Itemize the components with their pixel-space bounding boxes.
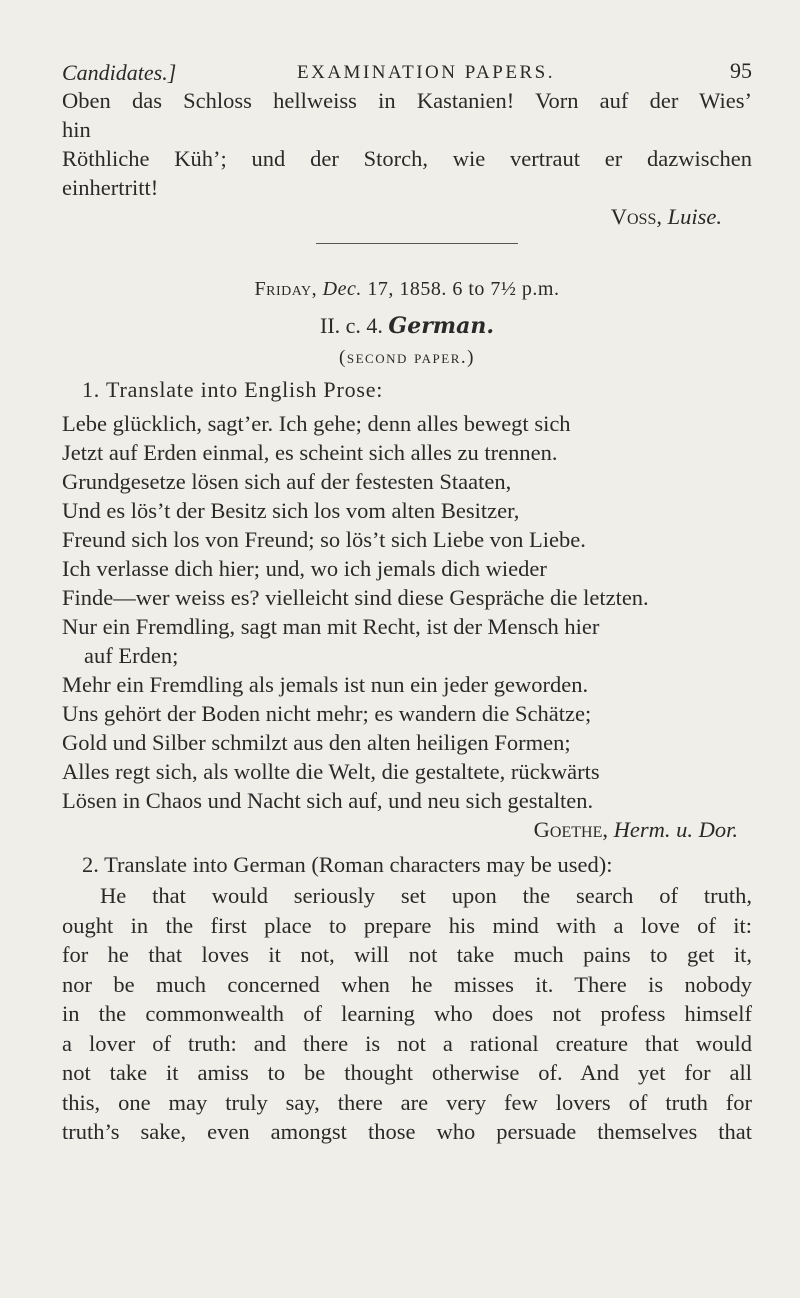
prose-line: truth’s sake, even amongst those who persuade themselves that xyxy=(62,1119,752,1144)
poem-line: Mehr ein Fremdling als jemals ist nun ein jeder geworden. xyxy=(62,672,589,697)
quote-line: hin xyxy=(62,117,91,142)
attribution-work: Herm. u. Dor. xyxy=(613,817,738,842)
poem-line: Uns gehört der Boden nicht mehr; es wandern die Schätze; xyxy=(62,701,592,726)
question-2-passage xyxy=(62,881,752,1147)
poem-line: Alles regt sich, als wollte die Welt, die gestaltete, rückwärts xyxy=(62,759,600,784)
prose-line: He that would seriously set upon the search of truth, xyxy=(100,883,752,908)
section-title: Candidates.] xyxy=(62,60,177,85)
prose-line: in the commonwealth of learning who does not profess himself xyxy=(62,1001,752,1026)
prose-line: ought in the first place to prepare his mind with a love of it: xyxy=(62,912,752,938)
header-title: EXAMINATION PAPERS. xyxy=(297,62,555,83)
paper-label: (second paper.) xyxy=(339,347,475,368)
attribution-author: Voss, xyxy=(610,204,662,229)
prose-line: a lover of truth: and there is not a rational creature that would xyxy=(62,1030,752,1056)
page-number: 95 xyxy=(730,58,752,83)
quote-line: Röthliche Küh’; und der Storch, wie vertraut er dazwischen xyxy=(62,146,752,171)
poem-line: Finde—wer weiss es? vielleicht sind diese Gespräche die letzten. xyxy=(62,585,649,610)
poem-line: Jetzt auf Erden einmal, es scheint sich alles zu trennen. xyxy=(62,440,558,465)
poem-line: Freund sich los von Freund; so lös’t sich Liebe von Liebe. xyxy=(62,527,586,552)
poem-line: Lösen in Chaos und Nacht sich auf, und neu sich gestalten. xyxy=(62,788,594,813)
prose-line: for he that loves it not, will not take much pains to get it, xyxy=(62,942,752,967)
exam-date xyxy=(62,278,752,301)
exam-month: Dec. xyxy=(322,278,362,300)
prose-line: nor be much concerned when he misses it. There is nobody xyxy=(62,971,752,997)
exam-day: Friday, xyxy=(254,278,318,300)
poem-line: Grundgesetze lösen sich auf der festesten Staaten, xyxy=(62,469,512,494)
attribution-author: Goethe, xyxy=(533,817,608,842)
attribution-work: Luise. xyxy=(667,204,722,229)
poem-line: Gold und Silber schmilzt aus den alten heiligen Formen; xyxy=(62,730,571,755)
quote-line: Oben das Schloss hellweiss in Kastanien! Vorn auf der Wies’ xyxy=(62,88,752,113)
prose-line: this, one may truly say, there are very few lovers of truth for xyxy=(62,1089,752,1115)
running-header xyxy=(62,0,752,85)
poem-line: Nur ein Fremdling, sagt man mit Recht, ist der Mensch hier xyxy=(62,614,600,639)
opening-quote xyxy=(62,86,752,231)
paper-subject: German. xyxy=(388,313,494,339)
quote-attribution xyxy=(62,202,752,231)
question-1-heading: 1. Translate into English Prose: xyxy=(82,377,384,402)
poem-line: Lebe glücklich, sagt’er. Ich gehe; denn alles bewegt sich xyxy=(62,411,571,436)
exam-time: 17, 1858. 6 to 7½ p.m. xyxy=(367,278,560,300)
poem-line: auf Erden; xyxy=(84,643,179,668)
prose-line: not take it amiss to be thought otherwise of. And yet for all xyxy=(62,1060,752,1085)
poem-line: Ich verlasse dich hier; und, wo ich jemals dich wieder xyxy=(62,556,547,581)
page xyxy=(62,0,752,1147)
question-2 xyxy=(62,850,752,1147)
poem-attribution xyxy=(62,815,752,844)
question-1-poem xyxy=(62,409,752,844)
poem-line: Und es lös’t der Besitz sich los vom alten Besitzer, xyxy=(62,498,520,523)
quote-line: einhertritt! xyxy=(62,175,159,200)
divider xyxy=(316,243,518,244)
question-2-heading: 2. Translate into German (Roman characters may be used): xyxy=(82,852,613,877)
paper-heading xyxy=(62,313,752,339)
paper-code: II. c. 4. xyxy=(320,313,383,338)
